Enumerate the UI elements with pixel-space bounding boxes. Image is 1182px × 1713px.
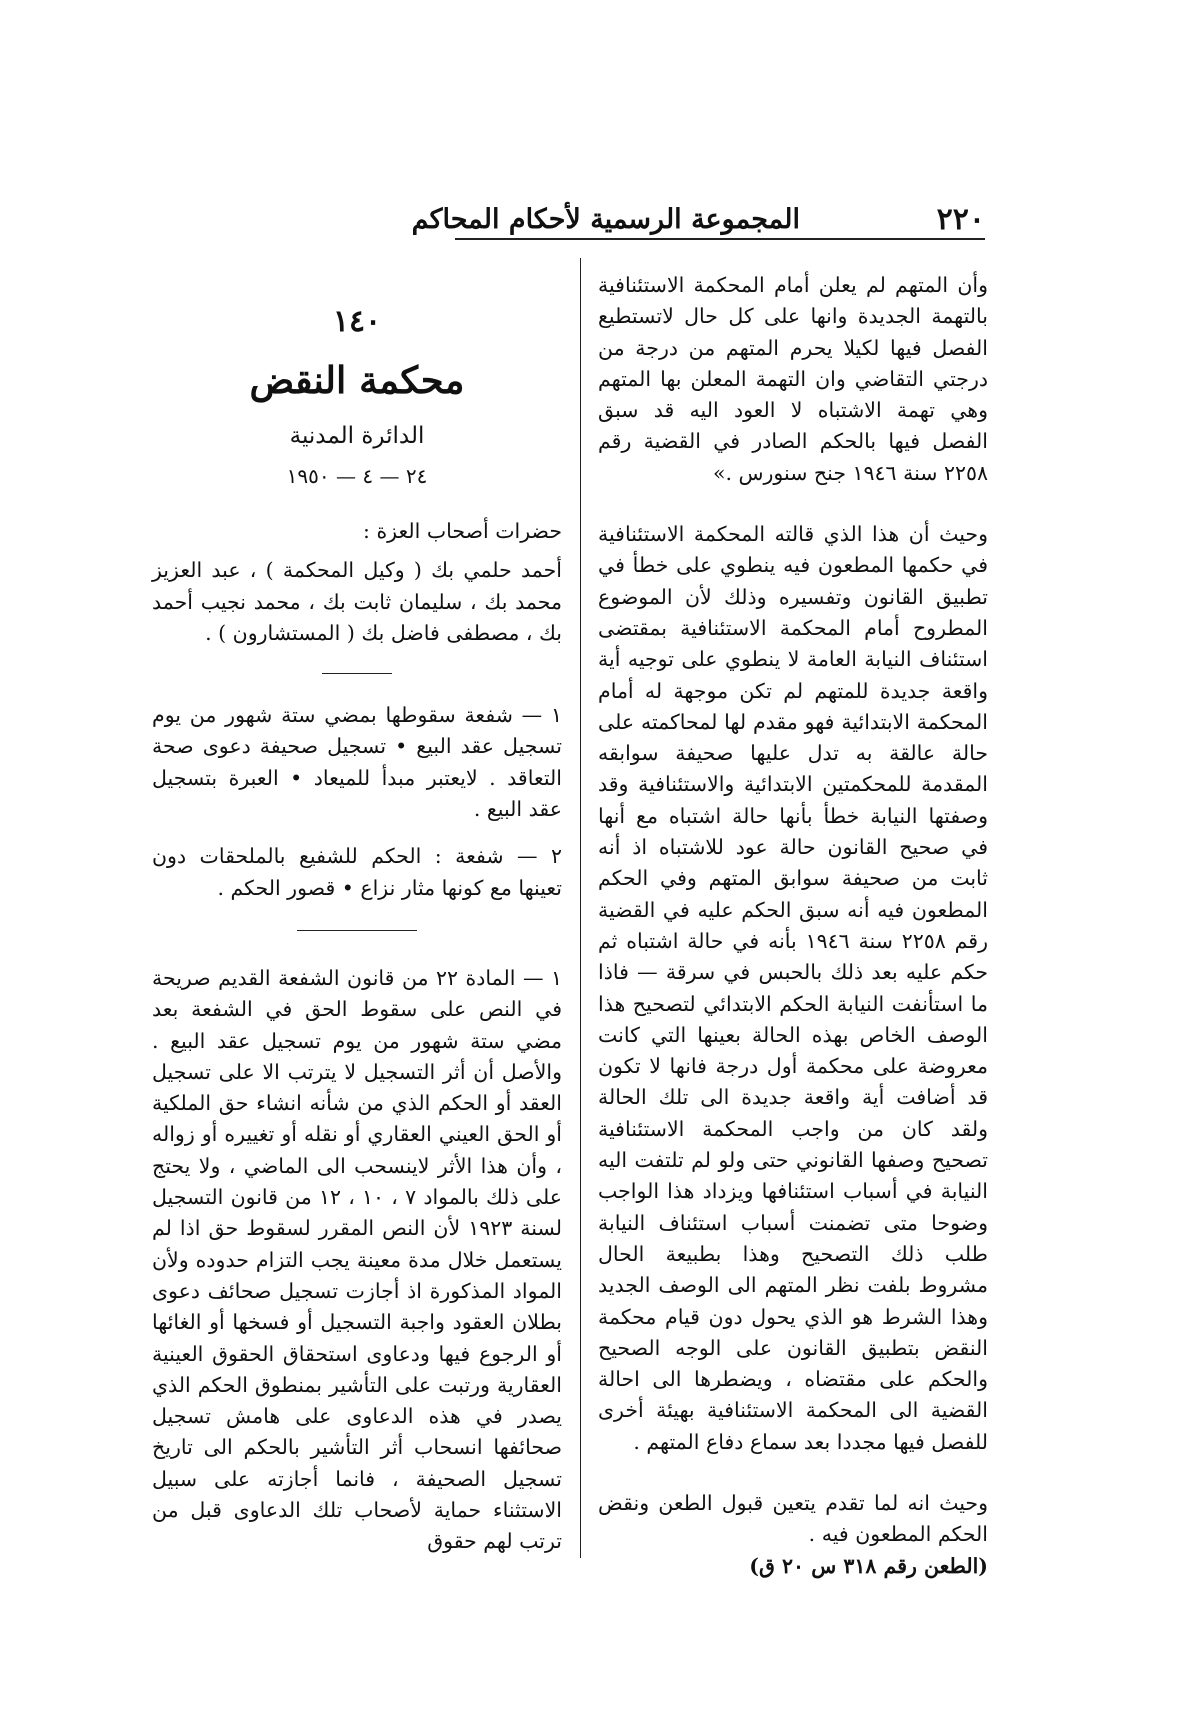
headnote: ٢ — شفعة : الحكم للشفيع بالملحقات دون تعينها مع كونها مثار نزاع • قصور الحكم . — [152, 844, 562, 900]
body-paragraph: ١ — المادة ٢٢ من قانون الشفعة القديم صريحة في النص على سقوط الحق في الشفعة بعد مضي ستة شهور من يوم تسجيل عقد البيع . والأصل أن أثر التسجيل لا يترتب الا على تسجيل العقد أو الحكم الذي من شأنه انشاء حق الملكية أو الحق العيني العقاري أو نقله أو تغييره أو زواله ، وأن هذا الأثر لاينسحب الى الماضي ، ولا يحتج على ذلك بالمواد ٧ ، ١٠ ، ١٢ من قانون التسجيل لسنة ١٩٢٣ لأن النص المقرر لسقوط حق اذا لم يستعمل خلال مدة معينة يجب التزام حدوده ولأن المواد المذكورة اذ أجازت تسجيل صحائف دعوى بطلان العقود واجبة التسجيل أو فسخها أو الغائها أو الرجوع فيها ودعاوى استحقاق الحقوق العينية العقارية ورتبت على التأشير بمنطوق الحكم الذي يصدر في هذه الدعاوى على هامش تسجيل صحائفها انسحاب أثر التأشير بالحكم الى تاريخ تسجيل الصحيفة ، فانما أجازته على سبيل الاستثناء حماية لأصحاب تلك الدعاوى قبل من ترتب لهم حقوق — [152, 965, 563, 1554]
page-number: ٢٢٠ — [936, 202, 985, 237]
bench-intro: حضرات أصحاب العزة : — [363, 519, 562, 543]
judgment-paragraph: وحيث انه لما تقدم يتعين قبول الطعن ونقض الحكم المطعون فيه . — [598, 1490, 988, 1547]
judgment-date: ٢٤ — ٤ — ١٩٥٠ — [286, 464, 428, 488]
right-column — [598, 270, 988, 1582]
bench-members: أحمد حلمي بك ( وكيل المحكمة ) ، عبد العزيز محمد بك ، سليمان ثابت بك ، محمد نجيب أحمد بك ، مصطفى فاضل بك ( المستشارون ) . — [152, 558, 562, 645]
running-title: المجموعة الرسمية لأحكام المحاكم — [411, 204, 800, 235]
section-divider — [297, 930, 417, 931]
judgment-paragraph: وحيث أن هذا الذي قالته المحكمة الاستئنافية في حكمها المطعون فيه ينطوي على خطأ في تطبيق القانون وتفسيره وذلك لأن الموضوع المطروح أمام المحكمة الاستئنافية بمقتضى استئناف النيابة العامة لا ينطوي على توجيه أية واقعة جديدة للمتهم لم تكن موجهة له أمام المحكمة الابتدائية فهو مقدم لها لمحاكمته على حالة عالقة به تدل عليها صحيفة سوابقه المقدمة للمحكمتين الابتدائية والاستئنافية وقد وصفتها النيابة خطأ بأنها حالة اشتباه مع أنها في صحيح القانون حالة عود للاشتباه اذ أنه ثابت من صحيفة سوابق المتهم وفي الحكم المطعون فيه أنه سبق الحكم عليه في القضية رقم ٢٢٥٨ سنة ١٩٤٦ بأنه في حالة اشتباه ثم حكم عليه بعد ذلك بالحبس في سرقة — فاذا ما استأنفت النيابة الحكم الابتدائي لتصحيح هذا الوصف الخاص بهذه الحالة بعينها التي كانت معروضة على محكمة أول درجة فانها لا تكون قد أضافت أية واقعة جديدة الى تلك الحالة ولقد كان من واجب المحكمة الاستئنافية تصحيح وصفها القانوني حتى ولو لم تلتفت اليه النيابة في أسباب استئنافها ويزداد هذا الواجب وضوحا متى تضمنت أسباب استئناف النيابة طلب ذلك التصحيح وهذا بطبيعة الحال مشروط بلفت نظر المتهم الى الوصف الجديد وهذا الشرط هو الذي يحول دون قيام محكمة النقض بتطبيق القانون على الوجه الصحيح والحكم على مقتضاه ، ويضطرها الى احالة القضية الى المحكمة الاستئنافية بهيئة أخرى للفصل فيها مجددا بعد سماع دفاع المتهم . — [598, 522, 989, 1454]
judgment-paragraph: وأن المتهم لم يعلن أمام المحكمة الاستئنافية بالتهمة الجديدة وانها على كل حال لاتستطيع الفصل فيها لكيلا يحرم المتهم من درجة من درجتي التقاضي وان التهمة المعلن بها المتهم وهي تهمة الاشتباه لا العود اليه قد سبق الفصل فيها بالحكم الصادر في القضية رقم ٢٢٥٨ سنة ١٩٤٦ جنح سنورس .» — [598, 273, 988, 485]
left-column — [152, 298, 562, 1558]
section-divider — [322, 673, 392, 674]
chamber-name: الدائرة المدنية — [289, 423, 425, 449]
column-divider — [580, 258, 581, 1558]
court-name: محكمة النقض — [249, 358, 465, 402]
case-number: ١٤٠ — [332, 304, 382, 339]
header-rule — [455, 238, 985, 240]
appeal-reference: (الطعن رقم ٣١٨ س ٢٠ ق) — [749, 1553, 988, 1578]
headnote: ١ — شفعة سقوطها بمضي ستة شهور من يوم تسجيل عقد البيع • تسجيل صحيفة دعوى صحة التعاقد . لايعتبر مبدأ للميعاد • العبرة بتسجيل عقد البيع . — [152, 703, 562, 822]
